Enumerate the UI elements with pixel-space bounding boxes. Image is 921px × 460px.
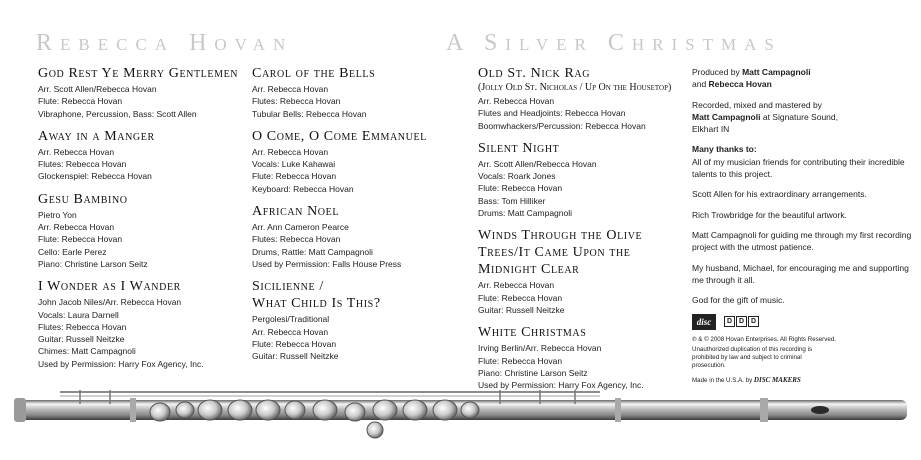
- track-credit: Flutes: Rebecca Hovan: [252, 234, 341, 245]
- producer-name-2: Rebecca Hovan: [708, 79, 772, 90]
- track-credit: Arr. Rebecca Hovan: [38, 146, 115, 157]
- track-credit: Pietro Yon: [38, 209, 77, 220]
- track-title: Winds Through the Olive: [478, 228, 643, 244]
- track-credit: Cello: Earle Perez: [38, 246, 107, 257]
- track-title-line-2: Trees/It Came Upon the: [478, 245, 631, 261]
- album-title: A Silver Christmas: [446, 30, 782, 56]
- recorded-by: [692, 99, 912, 136]
- track-credit: Guitar: Russell Neitzke: [478, 304, 565, 315]
- track-subtitle: (Jolly Old St. Nicholas / Up On the Housetop): [478, 82, 672, 93]
- header: [0, 30, 921, 60]
- producer-name: Matt Campagnoli: [742, 67, 811, 77]
- track-title: White Christmas: [478, 325, 587, 341]
- track-credit: Piano: Christine Larson Seitz: [478, 367, 588, 378]
- track: [252, 204, 462, 270]
- ddd-letter: D: [724, 316, 735, 327]
- thanks-item: Matt Campagnoli for guiding me through my first recording project with the utmost patience.: [692, 229, 912, 253]
- ddd-letter: D: [736, 316, 747, 327]
- thanks-item: Scott Allen for his extraordinary arrangements.: [692, 189, 867, 200]
- track-credit: Flute: Rebecca Hovan: [38, 96, 123, 107]
- track-credit: Flute: Rebecca Hovan: [478, 183, 563, 194]
- track-column-2: [252, 66, 462, 371]
- track-title: Old St. Nick Rag: [478, 66, 591, 81]
- legal-notice: Unauthorized duplication of this recording is prohibited by law and subject to criminal prosecution.: [692, 346, 813, 370]
- track-credit: Irving Berlin/Arr. Rebecca Hovan: [478, 343, 602, 354]
- track-credit: Guitar: Russell Neitzke: [38, 334, 125, 345]
- engineer-name: Matt Campagnoli: [692, 111, 761, 122]
- studio-city: Elkhart IN: [692, 124, 730, 135]
- track-credit: Arr. Rebecca Hovan: [478, 96, 555, 106]
- track-credit: Flute: Rebecca Hovan: [478, 292, 563, 303]
- track-credit: Flute: Rebecca Hovan: [252, 338, 337, 349]
- track-credit: Keyboard: Rebecca Hovan: [252, 183, 354, 194]
- produced-and: and: [692, 79, 709, 90]
- produced-label: Produced by: [692, 67, 743, 77]
- artist-name: Rebecca Hovan: [36, 30, 294, 56]
- track-credit: Drums, Rattle: Matt Campagnoli: [252, 246, 373, 257]
- recorded-label: Recorded, mixed and mastered by: [692, 99, 822, 110]
- track-credit: Arr. Rebecca Hovan: [252, 326, 329, 337]
- disc-makers-logo: DISC MAKERS: [753, 376, 801, 385]
- track-credit: Arr. Scott Allen/Rebecca Hovan: [478, 158, 597, 169]
- track-title-line-2: What Child Is This?: [252, 296, 381, 312]
- track: [478, 141, 688, 219]
- track-credit: Flute: Rebecca Hovan: [38, 234, 123, 245]
- track-credit: Vocals: Roark Jones: [478, 171, 556, 182]
- track: [38, 279, 248, 370]
- track: [478, 228, 688, 316]
- track-credit: Flutes and Headjoints: Rebecca Hovan: [478, 108, 626, 119]
- compact-disc-logo-icon: disc: [692, 314, 716, 330]
- track-title: O Come, O Come Emmanuel: [252, 128, 427, 144]
- track-credit: Used by Permission: Harry Fox Agency, Inc.: [478, 380, 644, 391]
- track-credit: Arr. Scott Allen/Rebecca Hovan: [38, 84, 157, 94]
- track-credit: Arr. Rebecca Hovan: [252, 146, 329, 157]
- track-credit: Piano: Christine Larson Seitz: [38, 258, 148, 269]
- track-credit: Flute: Rebecca Hovan: [252, 171, 337, 182]
- track-credit: Arr. Ann Cameron Pearce: [252, 222, 349, 233]
- track-title: Carol of the Bells: [252, 66, 376, 81]
- track-credit: Glockenspiel: Rebecca Hovan: [38, 171, 152, 182]
- track-credit: Drums: Matt Campagnoli: [478, 208, 573, 219]
- track-credit: Bass: Tom Hilliker: [478, 195, 546, 206]
- track-title-line-3: Midnight Clear: [478, 262, 580, 278]
- credits-column: [692, 66, 912, 384]
- ddd-letter: D: [748, 316, 759, 327]
- track: [478, 66, 688, 132]
- track-credit: Used by Permission: Harry Fox Agency, Inc.: [38, 358, 204, 369]
- track-title: African Noel: [252, 204, 340, 220]
- track-title: God Rest Ye Merry Gentlemen: [38, 66, 239, 81]
- ddd-badge: [724, 316, 759, 327]
- track-title: Away in a Manger: [38, 128, 155, 144]
- track-credit: Used by Permission: Falls House Press: [252, 258, 402, 269]
- track-title: Silent Night: [478, 140, 560, 156]
- track-credit: Chimes: Matt Campagnoli: [38, 346, 136, 357]
- track-title: I Wonder as I Wander: [38, 279, 181, 295]
- track-title: Sicilienne /: [252, 279, 324, 295]
- track-credit: Guitar: Russell Neitzke: [252, 351, 339, 362]
- made-in-label: Made in the U.S.A. by: [692, 377, 753, 385]
- thanks-item: God for the gift of music.: [692, 295, 785, 306]
- thanks-item: All of my musician friends for contributing their incredible talents to this project.: [692, 156, 905, 180]
- track-credit: Pergolesi/Traditional: [252, 314, 330, 325]
- track: [252, 279, 462, 362]
- track-credit: Vocals: Luke Kahawai: [252, 159, 336, 170]
- format-logos: [692, 314, 912, 332]
- track-column-3: [478, 66, 688, 400]
- track: [252, 129, 462, 195]
- track-column-1: [38, 66, 248, 379]
- thanks-heading: Many thanks to:: [692, 144, 757, 155]
- track-credit: Flute: Rebecca Hovan: [478, 355, 563, 366]
- produced-by: [692, 66, 912, 91]
- thanks-item: Rich Trowbridge for the beautiful artwork.: [692, 209, 847, 220]
- track: [38, 129, 248, 183]
- track: [38, 66, 248, 120]
- track: [38, 192, 248, 270]
- track-credit: Arr. Rebecca Hovan: [38, 222, 115, 233]
- track: [252, 66, 462, 120]
- thanks-item: My husband, Michael, for encouraging me and supporting me through it all.: [692, 262, 909, 285]
- track-credit: Flutes: Rebecca Hovan: [252, 96, 341, 107]
- track-credit: Vocals: Laura Darnell: [38, 309, 119, 320]
- track-credit: John Jacob Niles/Arr. Rebecca Hovan: [38, 297, 182, 308]
- track-credit: Arr. Rebecca Hovan: [252, 84, 329, 94]
- flute-illustration-icon: [0, 372, 921, 460]
- track-credit: Vibraphone, Percussion, Bass: Scott Allen: [38, 108, 197, 119]
- copyright: ℗ & © 2008 Hovan Enterprises. All Rights Reserved.: [692, 336, 836, 344]
- track-credit: Boomwhackers/Percussion: Rebecca Hovan: [478, 120, 646, 131]
- studio-name: at Signature Sound,: [760, 111, 838, 122]
- track-credit: Flutes: Rebecca Hovan: [38, 159, 127, 170]
- track-credit: Flutes: Rebecca Hovan: [38, 321, 127, 332]
- track-credit: Arr. Rebecca Hovan: [478, 280, 555, 291]
- track-title: Gesu Bambino: [38, 191, 128, 207]
- track-credit: Tubular Bells: Rebecca Hovan: [252, 108, 367, 119]
